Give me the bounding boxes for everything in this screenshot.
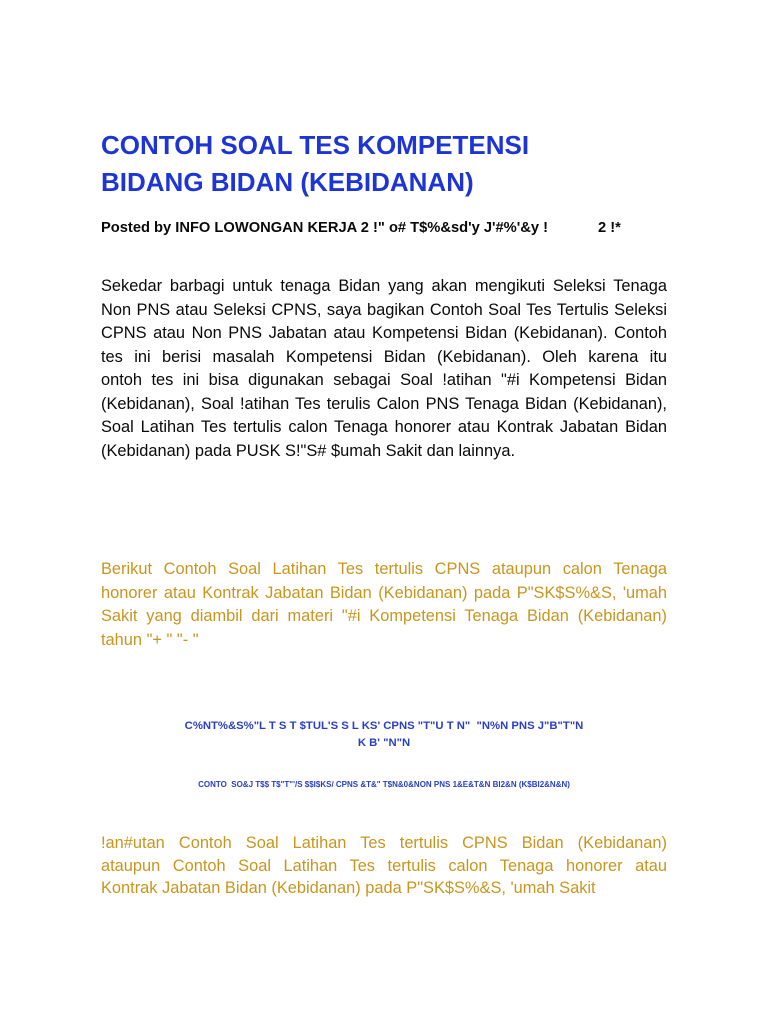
paragraph-line: (Kebidanan) pada PUSK S!"S# $umah Sakit dan lainnya. [101, 441, 516, 460]
paragraph-line: CPNS atau Non PNS Jabatan atau Kompetensi Bidan (Kebidanan). Contoh [101, 324, 667, 342]
document-title [101, 127, 529, 201]
title-line: BIDANG BIDAN (KEBIDANAN) [101, 167, 474, 197]
paragraph-line: tahun "+ " "- " [101, 630, 199, 649]
paragraph-line: honorer atau Kontrak Jabatan Bidan (Kebidanan) pada P"SK$S%&S, 'umah [101, 583, 667, 602]
posted-by-tail: 2 !* [598, 220, 621, 236]
paragraph-line: Kontrak Jabatan Bidan (Kebidanan) pada P"SK$S%&S, 'umah Sakit [101, 879, 596, 897]
section-heading-line: C%NT%&S%"L T S T $TUL'S S L KS' CPNS "T"U T N" "N%N PNS J"B"T"N [184, 720, 584, 732]
paragraph-line: !an#utan Contoh Soal Latihan Tes tertulis CPNS Bidan (Kebidanan) [101, 834, 667, 852]
section-heading [0, 718, 768, 752]
highlight-paragraph [101, 832, 667, 900]
paragraph-line: tes ini berisi masalah Kompetensi Bidan (Kebidanan). Oleh karena itu [101, 347, 667, 366]
section-heading-line: K B' "N"N [357, 737, 411, 749]
paragraph-line: Non PNS atau Seleksi CPNS, saya bagikan Contoh Soal Tes Tertulis Seleksi [101, 300, 667, 319]
intro-paragraph [101, 275, 667, 463]
paragraph-line: ataupun Contoh Soal Latihan Tes tertulis calon Tenaga honorer atau [101, 856, 667, 875]
highlight-paragraph [101, 558, 667, 652]
paragraph-line: ontoh tes ini bisa digunakan sebagai Soal !atihan "#i Kompetensi Bidan [101, 371, 667, 389]
paragraph-line: Sekedar barbagi untuk tenaga Bidan yang akan mengikuti Seleksi Tenaga [101, 277, 667, 295]
paragraph-line: Sakit yang diambil dari materi "#i Kompetensi Tenaga Bidan (Kebidanan) [101, 607, 667, 626]
paragraph-line: Berikut Contoh Soal Latihan Tes tertulis CPNS ataupun calon Tenaga [101, 560, 667, 578]
posted-by-line: Posted by INFO LOWONGAN KERJA 2 !" o# T$%&sd'y J'#%'&y ! [101, 220, 548, 236]
paragraph-line: Soal Latihan Tes tertulis calon Tenaga honorer atau Kontrak Jabatan Bidan [101, 418, 667, 436]
title-line: CONTOH SOAL TES KOMPETENSI [101, 130, 530, 160]
section-subheading: CONTO SO&J T$$ T$"T"'/S $$I$KS/ CPNS &T&" T$N&0&NON PNS 1&E&T&N BI2&N (K$BI2&N&N) [198, 780, 570, 789]
paragraph-line: (Kebidanan), Soal !atihan Tes terulis Calon PNS Tenaga Bidan (Kebidanan), [101, 394, 667, 413]
